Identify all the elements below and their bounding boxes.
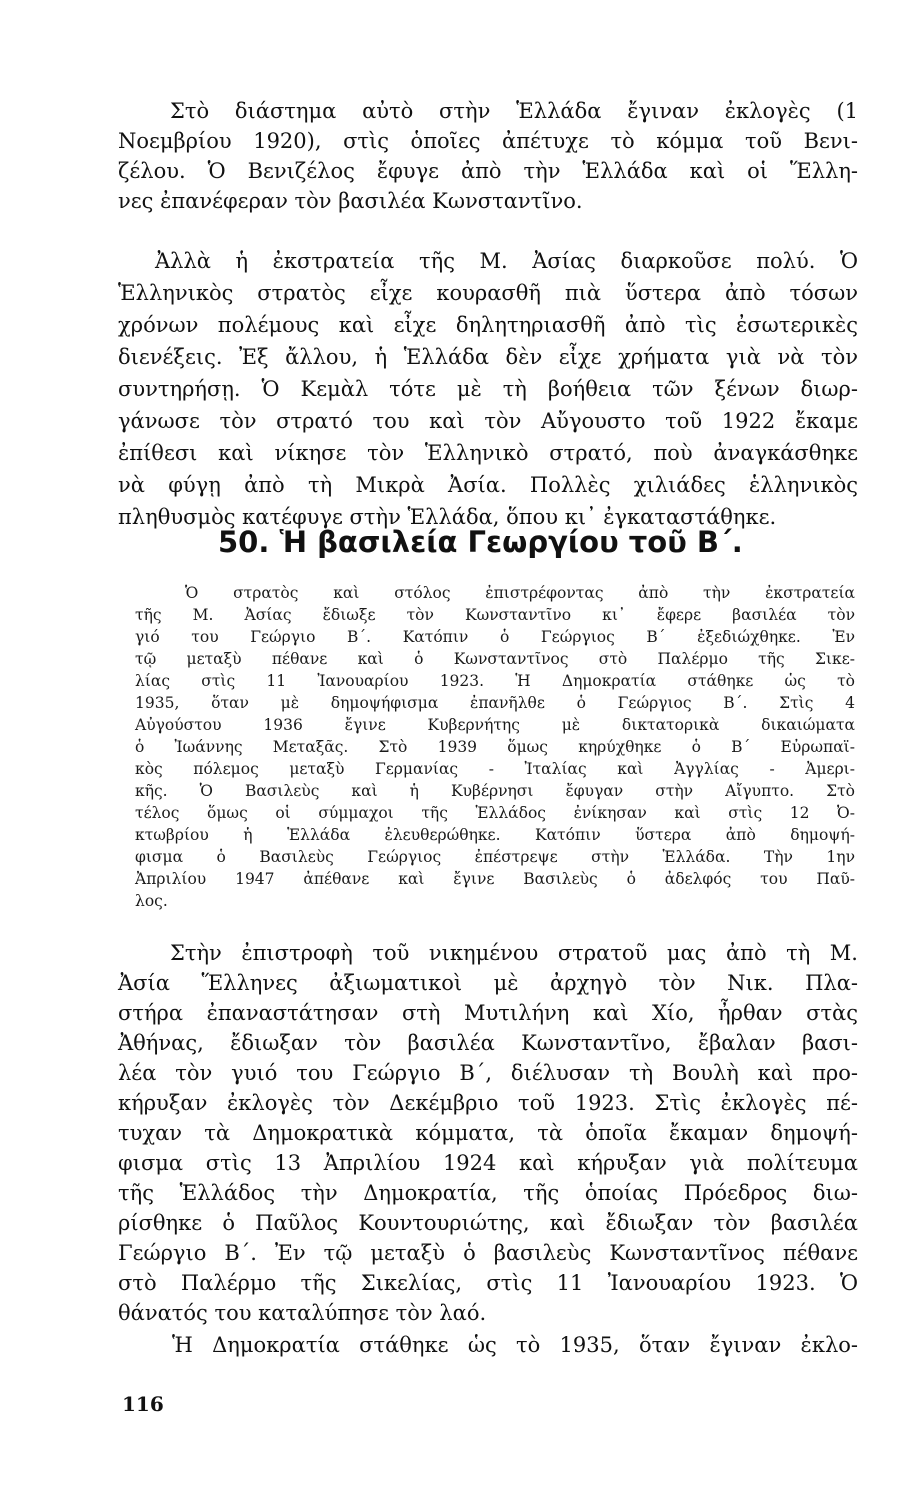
text-line: Νοεμβρίου 1920), στὶς ὁποῖες ἀπέτυχε τὸ κόμμα τοῦ Βενι-: [118, 129, 858, 153]
text-line: στήρα ἐπαναστάτησαν στὴ Μυτιλήνη καὶ Χίο, ἦρθαν στὰς: [118, 1001, 858, 1025]
page-number: 116: [122, 1392, 164, 1416]
text-line: διενέξεις. Ἐξ ἄλλου, ἡ Ἑλλάδα δὲν εἶχε χρήματα γιὰ νὰ τὸν: [118, 345, 858, 369]
small-text-line: Ἀπριλίου 1947 ἀπέθανε καὶ ἔγινε Βασιλεὺς ὁ ἀδελφός του Παῦ-: [135, 870, 855, 888]
text-line: νὰ φύγῃ ἀπὸ τὴ Μικρὰ Ἀσία. Πολλὲς χιλιάδες ἑλληνικὸς: [118, 473, 858, 497]
text-line: ζέλου. Ὁ Βενιζέλος ἔφυγε ἀπὸ τὴν Ἑλλάδα καὶ οἱ Ἕλλη-: [118, 159, 858, 183]
text-line: τυχαν τὰ Δημοκρατικὰ κόμματα, τὰ ὁποῖα ἔκαμαν δημοψή-: [118, 1121, 858, 1145]
text-line: Ἀσία Ἕλληνες ἀξιωματικοὶ μὲ ἀρχηγὸ τὸν Νικ. Πλα-: [118, 971, 858, 995]
text-line: τῆς Ἑλλάδος τὴν Δημοκρατία, τῆς ὁποίας Πρόεδρος διω-: [118, 1181, 858, 1205]
small-text-line: γιό του Γεώργιο Β΄. Κατόπιν ὁ Γεώργιος Β΄ ἐξεδιώχθηκε. Ἐν: [135, 628, 855, 646]
text-line: Ἑλληνικὸς στρατὸς εἶχε κουρασθῆ πιὰ ὕστερα ἀπὸ τόσων: [118, 281, 858, 305]
text-line: θάνατός του καταλύπησε τὸν λαό.: [118, 1301, 487, 1325]
small-text-line: λίας στὶς 11 Ἰανουαρίου 1923. Ἡ Δημοκρατία στάθηκε ὡς τὸ: [135, 672, 855, 690]
small-text-line: κτωβρίου ἡ Ἑλλάδα ἐλευθερώθηκε. Κατόπιν ὕστερα ἀπὸ δημοψή-: [135, 826, 855, 844]
section-heading: 50. Ἡ βασιλεία Γεωργίου τοῦ Β΄.: [218, 525, 743, 559]
small-text-line: Αὐγούστου 1936 ἔγινε Κυβερνήτης μὲ δικτατορικὰ δικαιώματα: [135, 716, 855, 734]
text-line: Στὴν ἐπιστροφὴ τοῦ νικημένου στρατοῦ μας ἀπὸ τὴ Μ.: [170, 941, 858, 965]
small-text-line: κῆς. Ὁ Βασιλεὺς καὶ ἡ Κυβέρνησι ἔφυγαν στὴν Αἴγυπτο. Στὸ: [135, 782, 855, 800]
text-line: Στὸ διάστημα αὐτὸ στὴν Ἑλλάδα ἔγιναν ἐκλογὲς (1: [170, 99, 858, 123]
small-text-line: ὁ Ἰωάννης Μεταξᾶς. Στὸ 1939 ὅμως κηρύχθηκε ὁ Β΄ Εὐρωπαϊ-: [135, 738, 855, 756]
text-line: γάνωσε τὸν στρατό του καὶ τὸν Αὔγουστο τοῦ 1922 ἔκαμε: [118, 409, 858, 433]
small-text-line: φισμα ὁ Βασιλεὺς Γεώργιος ἐπέστρεψε στὴν Ἑλλάδα. Τὴν 1ην: [135, 848, 855, 866]
small-text-line: 1935, ὅταν μὲ δημοψήφισμα ἐπανῆλθε ὁ Γεώργιος Β΄. Στὶς 4: [135, 694, 855, 712]
text-line: πληθυσμὸς κατέφυγε στὴν Ἑλλάδα, ὅπου κι᾿ ἐγκαταστάθηκε.: [118, 505, 777, 529]
small-text-line: λος.: [135, 892, 168, 910]
text-line: νες ἐπανέφεραν τὸν βασιλέα Κωνσταντῖνο.: [118, 189, 583, 213]
text-line: Γεώργιο Β΄. Ἐν τῷ μεταξὺ ὁ βασιλεὺς Κωνσταντῖνος πέθανε: [118, 1241, 858, 1265]
text-line: συντηρήσῃ. Ὁ Κεμὰλ τότε μὲ τὴ βοήθεια τῶν ξένων διωρ-: [118, 377, 858, 401]
text-line: φισμα στὶς 13 Ἀπριλίου 1924 καὶ κήρυξαν γιὰ πολίτευμα: [118, 1151, 858, 1175]
text-line: ἐπίθεσι καὶ νίκησε τὸν Ἑλληνικὸ στρατό, ποὺ ἀναγκάσθηκε: [118, 441, 858, 465]
small-text-line: τέλος ὅμως οἱ σύμμαχοι τῆς Ἑλλάδος ἐνίκησαν καὶ στὶς 12 Ὀ-: [135, 804, 855, 822]
small-text-line: τῷ μεταξὺ πέθανε καὶ ὁ Κωνσταντῖνος στὸ Παλέρμο τῆς Σικε-: [135, 650, 855, 668]
text-line: Ἀθήνας, ἔδιωξαν τὸν βασιλέα Κωνσταντῖνο, ἔβαλαν βασι-: [118, 1031, 858, 1055]
small-text-line: κὸς πόλεμος μεταξὺ Γερμανίας - Ἰταλίας καὶ Ἀγγλίας - Ἀμερι-: [135, 760, 855, 778]
small-text-line: τῆς Μ. Ἀσίας ἔδιωξε τὸν Κωνσταντῖνο κι᾿ ἔφερε βασιλέα τὸν: [135, 606, 855, 624]
text-line: κήρυξαν ἐκλογὲς τὸν Δεκέμβριο τοῦ 1923. Στὶς ἐκλογὲς πέ-: [118, 1091, 858, 1115]
text-line: χρόνων πολέμους καὶ εἶχε δηλητηριασθῆ ἀπὸ τὶς ἐσωτερικὲς: [118, 313, 858, 337]
text-line: λέα τὸν γυιό του Γεώργιο Β΄, διέλυσαν τὴ Βουλὴ καὶ προ-: [118, 1061, 858, 1085]
text-line: Ἀλλὰ ἡ ἐκστρατεία τῆς Μ. Ἀσίας διαρκοῦσε πολύ. Ὁ: [155, 249, 858, 273]
text-line: Ἡ Δημοκρατία στάθηκε ὡς τὸ 1935, ὅταν ἔγιναν ἐκλο-: [172, 1333, 858, 1357]
small-text-line: Ὁ στρατὸς καὶ στόλος ἐπιστρέφοντας ἀπὸ τὴν ἐκστρατεία: [185, 584, 855, 602]
text-line: ρίσθηκε ὁ Παῦλος Κουντουριώτης, καὶ ἔδιωξαν τὸν βασιλέα: [118, 1211, 858, 1235]
text-line: στὸ Παλέρμο τῆς Σικελίας, στὶς 11 Ἰανουαρίου 1923. Ὁ: [118, 1271, 858, 1295]
